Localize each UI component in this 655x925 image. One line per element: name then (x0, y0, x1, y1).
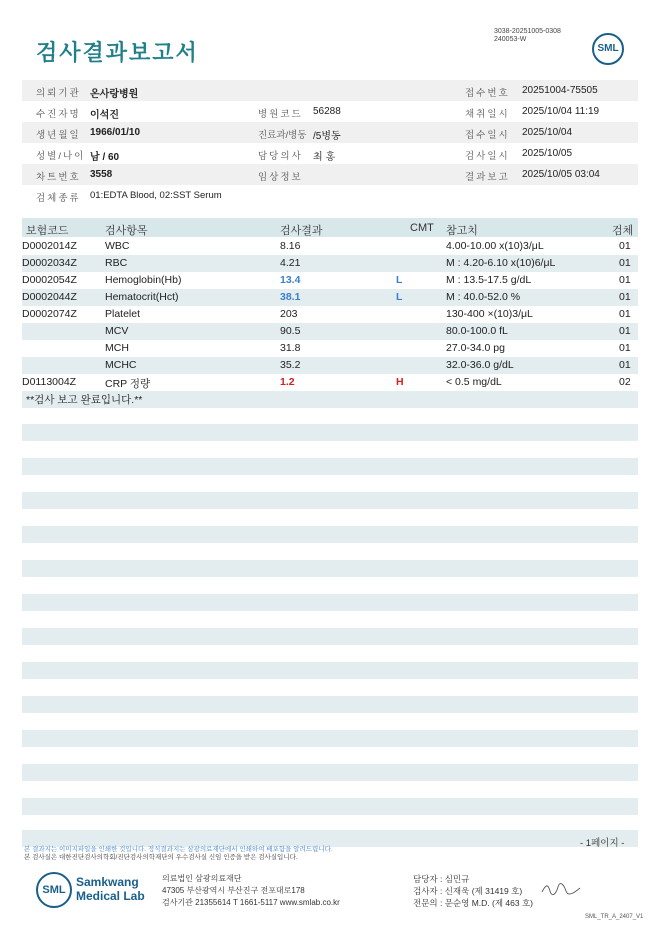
completion-note: **검사 보고 완료입니다.** (26, 394, 143, 406)
header-code: 보험코드 (26, 225, 69, 237)
header-specimen: 검체 (612, 225, 634, 237)
blank-row (22, 594, 638, 611)
table-row (22, 357, 638, 374)
table-row (22, 289, 638, 306)
institution-value: 온사랑병원 (90, 89, 139, 100)
blank-row (22, 696, 638, 713)
row-flag: L (396, 291, 403, 303)
specimen-label: 검체종류 (36, 193, 81, 204)
page-number: - 1페이지 - (580, 838, 625, 849)
row-result: 31.8 (280, 342, 301, 354)
name-value: 이석진 (90, 110, 119, 121)
sex-age-value: 남 / 60 (90, 152, 120, 163)
received-value: 2025/10/04 (522, 127, 573, 138)
row-specimen: 01 (619, 342, 631, 354)
row-flag: L (396, 274, 403, 286)
blank-row (22, 764, 638, 781)
row-ref: 4.00-10.00 x(10)3/μL (446, 240, 544, 252)
row-specimen: 01 (619, 274, 631, 286)
info-row-sex-age (22, 143, 638, 164)
row-code: D0002074Z (22, 308, 77, 320)
blank-row (22, 492, 638, 509)
row-ref: 32.0-36.0 g/dL (446, 359, 514, 371)
blank-row (22, 662, 638, 679)
company-name-line-1: Samkwang (76, 875, 139, 889)
institution-label: 의뢰기관 (36, 88, 81, 99)
company-name-line-2: Medical Lab (76, 889, 145, 903)
row-ref: M : 13.5-17.5 g/dL (446, 274, 532, 286)
header-item: 검사항목 (105, 225, 148, 237)
table-row (22, 374, 638, 391)
blank-row (22, 798, 638, 815)
blank-row (22, 628, 638, 645)
row-result: 38.1 (280, 291, 301, 303)
table-row (22, 238, 638, 255)
dept-label: 진료과/병동 (258, 130, 307, 141)
clinical-label: 임상정보 (258, 172, 303, 183)
footer-organization (162, 873, 340, 909)
row-specimen: 01 (619, 240, 631, 252)
name-label: 수진자명 (36, 109, 81, 120)
row-result: 4.21 (280, 257, 301, 269)
row-result: 203 (280, 308, 298, 320)
collected-label: 채취일시 (465, 109, 510, 120)
doctor-label: 담당의사 (258, 151, 303, 162)
footer-company-name (76, 875, 145, 903)
specimen-value: 01:EDTA Blood, 02:SST Serum (90, 190, 222, 201)
row-result: 8.16 (280, 240, 301, 252)
hospital-code-value: 56288 (313, 106, 341, 117)
row-specimen: 01 (619, 325, 631, 337)
document-code-line-2: 240053-W (494, 36, 527, 43)
info-row-dob (22, 122, 638, 143)
row-specimen: 01 (619, 308, 631, 320)
table-row (22, 306, 638, 323)
row-specimen: 02 (619, 376, 631, 388)
doctor-value: 최 홍 (313, 152, 336, 163)
row-ref: 130-400 ×(10)3/μL (446, 308, 533, 320)
info-row-institution (22, 80, 638, 101)
disclaimer-accreditation: 본 검사실은 대한진단검사의학회/진단검사의학재단의 우수검사실 신임 인증을 받은 검사실입니다. (24, 854, 298, 861)
table-row (22, 272, 638, 289)
blank-row (22, 458, 638, 475)
row-code: D0113004Z (22, 376, 77, 388)
info-row-chart (22, 164, 638, 185)
row-item: MCV (105, 325, 129, 337)
reported-value: 2025/10/05 03:04 (522, 169, 600, 180)
header-result: 검사결과 (280, 225, 323, 237)
tested-label: 검사일시 (465, 151, 510, 162)
header-ref: 참고치 (446, 225, 478, 237)
chart-no-label: 차트번호 (36, 172, 81, 183)
row-code: D0002054Z (22, 274, 77, 286)
collected-value: 2025/10/04 11:19 (522, 106, 600, 117)
sex-age-label: 성별/나이 (36, 151, 86, 162)
row-result: 35.2 (280, 359, 301, 371)
table-row (22, 255, 638, 272)
document-code-line-1: 3038-20251005-0308 (494, 28, 561, 35)
row-code: D0002014Z (22, 240, 77, 252)
row-item: WBC (105, 240, 130, 252)
received-label: 접수일시 (465, 130, 510, 141)
staff-manager: 담당자 : 심민규 (413, 874, 470, 884)
row-result: 90.5 (280, 325, 301, 337)
blank-row (22, 424, 638, 441)
row-specimen: 01 (619, 291, 631, 303)
row-item: Platelet (105, 308, 141, 320)
dept-value: /5병동 (313, 131, 341, 142)
blank-row (22, 730, 638, 747)
receipt-no-value: 20251004-75505 (522, 85, 598, 96)
dob-value: 1966/01/10 (90, 127, 141, 138)
row-code: D0002044Z (22, 291, 77, 303)
row-code: D0002034Z (22, 257, 77, 269)
staff-specialist: 전문의 : 문순영 M.D. (제 463 호) (413, 898, 534, 908)
reported-label: 결과보고 (465, 172, 510, 183)
page-title: 검사결과보고서 (36, 40, 199, 65)
blank-row (22, 560, 638, 577)
org-contact: 검사기관 21355614 T 1661-5117 www.smlab.co.kr (162, 898, 340, 907)
row-item: Hematocrit(Hct) (105, 291, 179, 303)
info-row-specimen (22, 185, 638, 206)
row-flag: H (396, 376, 404, 388)
row-item: RBC (105, 257, 128, 269)
row-ref: M : 4.20-6.10 x(10)6/μL (446, 257, 556, 269)
receipt-no-label: 접수번호 (465, 88, 510, 99)
row-ref: 27.0-34.0 pg (446, 342, 505, 354)
row-item: MCH (105, 342, 129, 354)
footer-staff (413, 873, 533, 909)
document-code (494, 28, 561, 44)
signature-icon (540, 882, 582, 896)
row-result: 1.2 (280, 376, 295, 388)
row-item: MCHC (105, 359, 137, 371)
row-ref: 80.0-100.0 fL (446, 325, 508, 337)
hospital-code-label: 병원코드 (258, 109, 303, 120)
row-item: Hemoglobin(Hb) (105, 274, 182, 286)
row-ref: < 0.5 mg/dL (446, 376, 502, 388)
chart-no-value: 3558 (90, 169, 113, 180)
org-address: 47305 부산광역시 부산진구 전포대로178 (162, 886, 305, 895)
disclaimer-image-notice: 본 결과지는 이미지파일을 인쇄한 것입니다. 정식결과지는 삼광의료재단에서 인쇄하여 배포함을 알려드립니다. (24, 846, 333, 853)
blank-row (22, 526, 638, 543)
row-result: 13.4 (280, 274, 301, 286)
org-name: 의료법인 삼광의료재단 (162, 874, 242, 883)
sml-logo: SML (592, 33, 624, 65)
row-specimen: 01 (619, 359, 631, 371)
row-item: CRP 정량 (105, 378, 151, 390)
form-code: SML_TR_A_2407_V1 (585, 914, 644, 920)
results-table-header (22, 218, 638, 237)
table-row (22, 323, 638, 340)
staff-tester: 검사자 : 신재욱 (제 31419 호) (413, 886, 523, 896)
footer-sml-logo: SML (36, 872, 72, 908)
row-ref: M : 40.0-52.0 % (446, 291, 521, 303)
dob-label: 생년월일 (36, 130, 81, 141)
tested-value: 2025/10/05 (522, 148, 573, 159)
table-row (22, 340, 638, 357)
row-specimen: 01 (619, 257, 631, 269)
info-row-name (22, 101, 638, 122)
header-cmt: CMT (410, 222, 434, 234)
